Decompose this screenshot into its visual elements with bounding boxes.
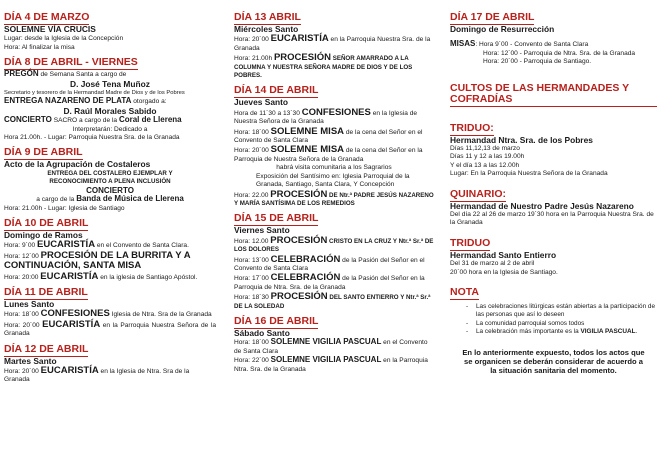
event-name: PROCESIÓN [270, 188, 328, 200]
pregon-label: PREGÓN [4, 69, 39, 79]
hermandad-name: Hermandad Ntra. Sra. de los Pobres [450, 134, 593, 145]
exposicion-line: Exposición del Santísimo en: Iglesia Parroquial de la Granada, Santiago, Santa Clara, Y Concepción [256, 172, 410, 189]
time-text: Hora: 9´00 [4, 242, 37, 250]
event-line [4, 366, 216, 385]
day-heading: DÍA 14 DE ABRIL [234, 84, 319, 97]
time-text: Hora: 20´00 [234, 147, 271, 155]
event-line [234, 273, 434, 292]
day-heading: DÍA 12 DE ABRIL [4, 342, 89, 355]
event-title: Domingo de Resurrección [450, 24, 555, 34]
day-heading: DÍA 16 DE ABRIL [234, 314, 319, 327]
time-text: Hora: 20:00 [4, 273, 41, 281]
event-line [4, 272, 216, 282]
quinario-title: QUINARIO: [450, 187, 506, 200]
day-heading: DÍA 11 DE ABRIL [4, 285, 88, 298]
detail-line: Días 11,12,13 de marzo [450, 145, 520, 153]
section-12-abril [4, 339, 216, 385]
event-name: SOLEMNE MISA [270, 144, 345, 156]
event-line [234, 108, 434, 127]
list-item-text: Las celebraciones litúrgicas están abiertas a la participación de las personas que así lo deseen [476, 303, 656, 319]
event-place: en el Convento de Santa Clara [234, 339, 428, 355]
event-detail: DE Ntr.ª PADRE JESÚS NAZARENO Y MARÍA SANTÍSIMA DE LOS REMEDIOS [234, 191, 434, 207]
hermandad-name: Hermandad de Nuestro Padre Jesús Nazareno [450, 200, 634, 211]
visita-line: habrá visita comunitaria a los Sagrarios [276, 164, 392, 172]
event-title: Lunes Santo [4, 298, 55, 309]
event-name: SOLEMNE MISA [270, 125, 345, 137]
time-text: Hora: 22´00 [234, 357, 271, 365]
dash-bullet: - [466, 319, 469, 327]
event-title: Viernes Santo [234, 225, 290, 236]
place-line: Lugar: desde la Iglesia de la Concepción [4, 35, 124, 43]
event-title: Jueves Santo [234, 97, 288, 108]
day-heading: DÍA 4 DE MARZO [4, 11, 90, 23]
section-17-abril [450, 6, 657, 67]
event-detail: SEÑOR AMARRADO A LA COLUMNA Y NUESTRA SEÑORA MADRE DE DIOS Y DE LOS POBRES. [234, 55, 413, 80]
time-place-line: Hora 21.00h. - Lugar: Parroquia Nuestra Sra. de la Granada [4, 134, 180, 142]
event-place: en la Parroquia Nuestra Señora de la Granada [4, 321, 217, 338]
quinario-nazareno [450, 179, 657, 228]
event-name: CONFESIONES [40, 308, 110, 320]
detail-line: Y el día 13 a las 12.00h [450, 161, 520, 169]
event-line [234, 145, 434, 164]
section-9-abril [4, 142, 216, 212]
entrega-text: otorgado a: [131, 98, 167, 106]
detail-line: Del día 22 al 26 de marzo 19´30 hora en la Parroquia Nuestra Sra. de la Granada [450, 211, 654, 227]
event-detail: CRISTO EN LA CRUZ Y Ntr.ª Sr.ª DE LOS DOLORES [234, 237, 434, 254]
list-item [466, 328, 657, 336]
event-name: SOLEMNE VIGILIA PASCUAL [270, 355, 382, 365]
event-name: PROCESIÓN [270, 234, 328, 246]
section-13-abril [234, 6, 434, 80]
event-line [4, 251, 216, 272]
event-place: de la Pasión del Señor en la Parroquia de Ntra. Sra. de la Granada [234, 275, 425, 291]
pregon-text: de Semana Santa a cargo de [38, 71, 127, 79]
list-item-text: La celebración más importante es la [476, 327, 581, 335]
banda-name: Banda de Música de Llerena [76, 194, 184, 204]
event-place: de la cena del Señor en el Convento de Santa Clara [234, 128, 423, 145]
event-detail: DEL SANTO ENTIERRO Y Ntr.ª Sr.ª DE LA SOLEDAD [234, 294, 431, 310]
time-text: Hora: 20´00 [234, 36, 271, 44]
nota-list [450, 303, 657, 336]
event-place: en la Iglesia de Ntra. Sra de la Granada [4, 367, 190, 384]
section-15-abril [234, 208, 434, 311]
misas-label: MISAS [450, 39, 476, 49]
interpretaran-line: Interpretarán: Dedicado a [72, 125, 148, 133]
event-title: Domingo de Ramos [4, 229, 83, 240]
event-name: EUCARISTÍA [40, 270, 99, 282]
banda-pre: a cargo de la [36, 196, 77, 204]
time-text: Hora: 20´00 [4, 321, 43, 329]
misas-line [450, 40, 657, 49]
triduo-title: TRIDUO [450, 236, 491, 249]
section-4-marzo [4, 6, 216, 52]
time-text: Hora: 18´00 [234, 339, 271, 347]
event-place: de la Pasión del Señor en el Convento de Santa Clara [234, 256, 425, 272]
event-name: PROCESIÓN [273, 52, 331, 64]
day-heading: DÍA 17 DE ABRIL [450, 11, 535, 23]
time-line: Hora: Al finalizar la misa [4, 43, 75, 51]
nota-section [450, 277, 657, 336]
column-3 [450, 6, 657, 376]
section-8-abril [4, 52, 216, 142]
time-text: Hora: 22.00 [234, 191, 271, 199]
list-item [466, 320, 657, 328]
triduo-pobres [450, 107, 657, 179]
event-line [4, 309, 216, 319]
event-name: EUCARISTÍA [40, 364, 99, 376]
event-name: CELEBRACIÓN [270, 253, 341, 265]
event-line [234, 356, 434, 374]
section-11-abril [4, 282, 216, 339]
day-heading: DÍA 10 DE ABRIL [4, 216, 89, 229]
section-14-abril [234, 80, 434, 208]
dash-bullet: - [466, 303, 469, 311]
concierto-text: SACRO a cargo de la [51, 117, 119, 125]
column-1 [4, 6, 216, 385]
event-line [234, 338, 434, 356]
event-name: EUCARISTÍA [37, 239, 96, 251]
entrega-label: ENTREGA NAZARENO DE PLATA [4, 96, 132, 106]
nota-title: NOTA [450, 286, 479, 299]
list-item-bold: VIGILIA PASCUAL [580, 327, 636, 335]
day-heading: DÍA 8 DE ABRIL - VIERNES [4, 56, 138, 69]
detail-line: Días 11 y 12 a las 19.00h [450, 153, 525, 161]
time-text: Hora: 18´00 [4, 311, 41, 319]
cultos-heading: CULTOS DE LAS HERMANDADES Y COFRADÍAS [450, 83, 657, 107]
misa-time: : Hora 9´00 - Convento de Santa Clara [475, 41, 589, 49]
event-place: en la iglesia de Santiago Apóstol. [98, 273, 198, 281]
day-heading: DÍA 13 ABRIL [234, 11, 301, 23]
time-text: Hora de 11´30 a 13´30 [234, 109, 302, 117]
event-place: de la cena del Señor en la Parroquia de Nuestra Señora de la Granada [234, 147, 423, 163]
time-text: Hora: 18´00 [234, 128, 271, 136]
list-item-text: La comunidad parroquial somos todos [476, 319, 585, 327]
day-heading: DÍA 9 DE ABRIL [4, 146, 83, 159]
event-line [234, 236, 434, 255]
day-heading: DÍA 15 DE ABRIL [234, 212, 319, 225]
section-10-abril [4, 213, 216, 282]
event-title: Acto de la Agrupación de Costaleros [4, 159, 151, 170]
event-place: en el Convento de Santa Clara. [95, 242, 189, 250]
time-place-line: Hora: 21.00h - Lugar: Iglesia de Santiago [4, 204, 125, 212]
misa-time: Hora: 12´00 - Parroquia de Ntra. Sra. de la Granada [483, 49, 636, 57]
event-name: CONFESIONES [301, 106, 371, 118]
entrega-name: D. Raúl Morales Sabido [63, 105, 157, 116]
event-line [4, 320, 216, 339]
event-line [234, 292, 434, 311]
list-item [466, 303, 657, 319]
detail-line: Lugar: En la Parroquia Nuestra Señora de la Granada [450, 170, 608, 178]
concierto-label: CONCIERTO [86, 185, 134, 195]
banda-line [4, 195, 216, 204]
concierto-label: CONCIERTO [4, 115, 52, 125]
event-place: en la Iglesia de Nuestra Señora de la Granada [234, 109, 418, 126]
time-text: Hora: 21.00h [234, 55, 274, 63]
event-place: en la Parroquia Ntra. Sra. de la Granada [234, 357, 428, 373]
event-name: PROCESIÓN [270, 291, 328, 303]
reconocimiento-line: RECONOCIMIENTO A PLENA INCLUSIÓN [49, 178, 171, 186]
event-line [234, 34, 434, 53]
time-text: Hora: 12´00 [4, 252, 41, 260]
time-text: Hora: 20´00 [4, 367, 41, 375]
event-place: Iglesia de Ntra. Sra de la Granada [109, 311, 212, 319]
event-place: en la Parroquia Nuestra Sra. de la Granada [234, 36, 431, 52]
time-text: Hora: 12.00 [234, 237, 271, 245]
time-text: Hora: 17´00 [234, 275, 271, 283]
event-title: Sábado Santo [234, 327, 290, 338]
event-name: CELEBRACIÓN [270, 272, 341, 284]
concierto-line [4, 116, 216, 125]
time-text: Hora: 18´30 [234, 294, 271, 302]
event-line [234, 255, 434, 274]
event-name: EUCARISTÍA [270, 33, 329, 45]
misa-time: Hora: 20´00 - Parroquia de Santiago. [483, 58, 592, 66]
event-title: Miércoles Santo [234, 24, 299, 34]
closing-statement: En lo anteriormente expuesto, todos los actos que se organicen se deberán considerar de acuerdo a la situación sanitaria del momento. [462, 347, 645, 376]
column-2 [234, 6, 434, 374]
pregon-name: D. José Tena Muñoz [70, 78, 150, 89]
event-line [234, 53, 434, 80]
list-item-text: . [635, 327, 638, 335]
event-name: PROCESIÓN DE LA BURRITA Y A CONTINUACIÓN, SANTA MISA [4, 249, 191, 272]
event-line [234, 190, 434, 209]
event-title: Martes Santo [4, 355, 57, 366]
event-title: SOLEMNE VÍA CRUCIS [4, 24, 96, 34]
triduo-title: TRIDUO: [450, 121, 494, 134]
misas-block [450, 40, 657, 66]
coral-name: Coral de Llerena [118, 115, 182, 125]
dash-bullet: - [466, 327, 469, 335]
detail-line: Del 31 de marzo al 2 de abril [450, 260, 535, 268]
time-text: Hora: 13´00 [234, 256, 271, 264]
section-16-abril [234, 311, 434, 374]
hermandad-name: Hermandad Santo Entierro [450, 249, 557, 260]
detail-line: 20´00 hora en la Iglesia de Santiago. [450, 268, 558, 276]
event-name: EUCARISTÍA [42, 318, 101, 330]
triduo-santo-entierro [450, 228, 657, 277]
event-name: SOLEMNE VIGILIA PASCUAL [270, 337, 382, 347]
event-line [234, 127, 434, 146]
entrega-costalero: ENTREGA DEL COSTALERO EJEMPLAR Y [47, 169, 173, 177]
secretario-line: Secretario y tesorero de la Hermandad Madre de Dios y de los Pobres [4, 90, 185, 97]
